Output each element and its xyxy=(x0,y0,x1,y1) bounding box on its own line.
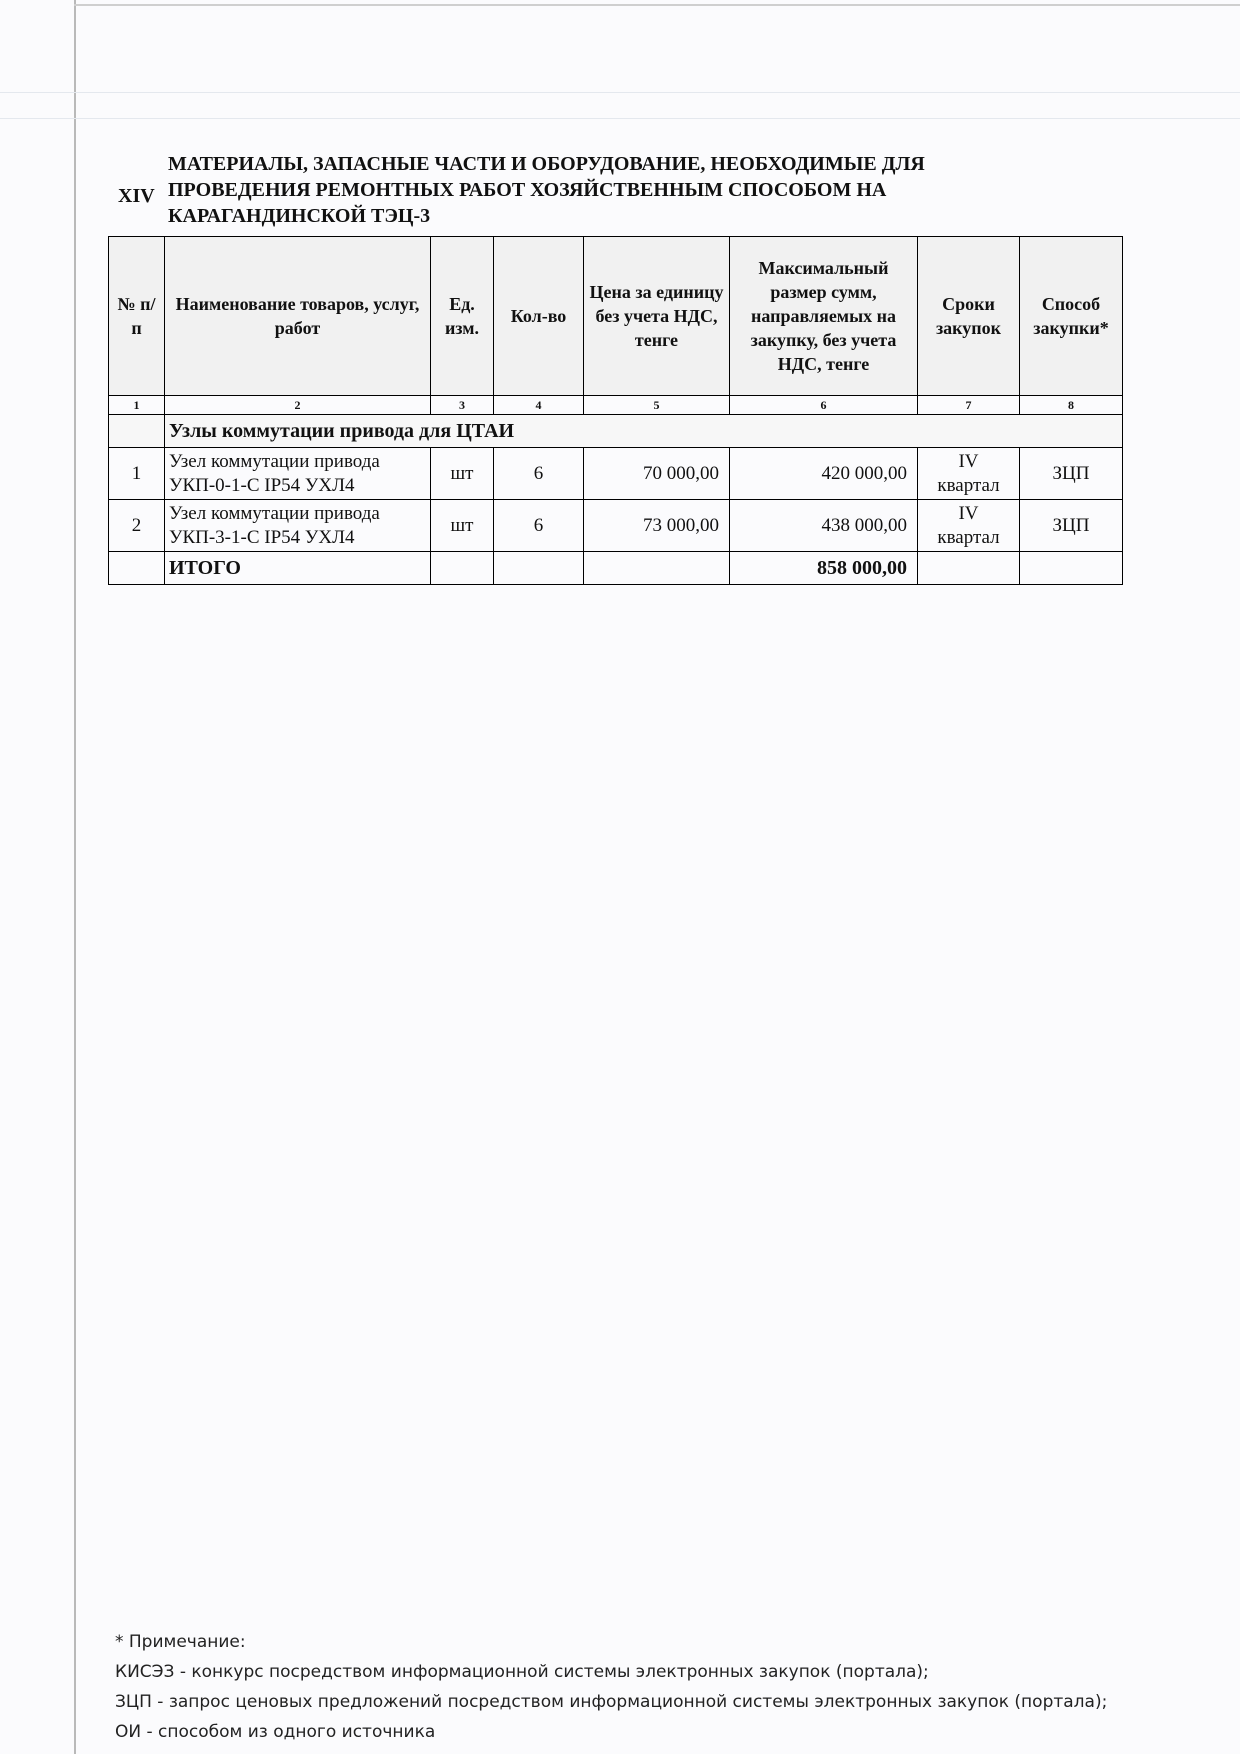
column-number: 7 xyxy=(918,396,1020,415)
row-num: 1 xyxy=(109,448,165,500)
row-name-line: УКП-0-1-С IP54 УХЛ4 xyxy=(169,474,355,496)
row-price: 70 000,00 xyxy=(584,448,730,500)
section-title: МАТЕРИАЛЫ, ЗАПАСНЫЕ ЧАСТИ И ОБОРУДОВАНИЕ, НЕОБХОДИМЫЕ ДЛЯ ПРОВЕДЕНИЯ РЕМОНТНЫХ РАБОТ ХОЗЯЙСТВЕННЫМ СПОСОБОМ НА КАРАГАНДИНСКОЙ ТЭЦ-3 xyxy=(168,153,925,227)
scan-artifact-line xyxy=(0,92,1240,93)
column-number: 6 xyxy=(730,396,918,415)
header-num: № п/п xyxy=(109,237,165,396)
column-number-row xyxy=(109,396,1123,415)
table-row xyxy=(109,500,1123,552)
row-amount: 420 000,00 xyxy=(730,448,918,500)
column-number: 4 xyxy=(494,396,584,415)
column-number: 1 xyxy=(109,396,165,415)
table-row xyxy=(109,448,1123,500)
header-unit: Ед. изм. xyxy=(431,237,494,396)
total-row xyxy=(109,552,1123,585)
row-name-line: Узел коммутации привода xyxy=(169,502,380,524)
row-unit: шт xyxy=(431,500,494,552)
total-label: ИТОГО xyxy=(165,552,431,585)
row-term xyxy=(918,448,1020,500)
note-title: * Примечание: xyxy=(115,1632,246,1652)
procurement-table xyxy=(108,236,1123,585)
header-qty: Кол-во xyxy=(494,237,584,396)
scan-artifact-line xyxy=(0,118,1240,119)
group-row xyxy=(109,415,1123,448)
row-qty: 6 xyxy=(494,500,584,552)
row-num: 2 xyxy=(109,500,165,552)
header-row xyxy=(109,237,1123,396)
column-number: 2 xyxy=(165,396,431,415)
row-name-line: Узел коммутации привода xyxy=(169,450,380,472)
row-term xyxy=(918,500,1020,552)
row-method: ЗЦП xyxy=(1020,448,1123,500)
column-number: 5 xyxy=(584,396,730,415)
note-line: КИСЭЗ - конкурс посредством информационной системы электронных закупок (портала); xyxy=(115,1662,929,1682)
row-name xyxy=(165,448,431,500)
row-method: ЗЦП xyxy=(1020,500,1123,552)
header-amount: Максимальный размер сумм, направляемых на закупку, без учета НДС, тенге xyxy=(730,237,918,396)
note-line: ОИ - способом из одного источника xyxy=(115,1722,436,1742)
total-amount: 858 000,00 xyxy=(730,552,918,585)
note-line: ЗЦП - запрос ценовых предложений посредством информационной системы электронных закупок (портала); xyxy=(115,1692,1108,1712)
scan-edge-line xyxy=(74,0,76,1754)
header-term: Сроки закупок xyxy=(918,237,1020,396)
section-number: XIV xyxy=(118,185,155,207)
row-name xyxy=(165,500,431,552)
column-number: 8 xyxy=(1020,396,1123,415)
row-term-line: квартал xyxy=(937,474,1000,496)
column-number: 3 xyxy=(431,396,494,415)
row-term-line: IV xyxy=(958,502,979,524)
scan-top-line xyxy=(74,4,1240,6)
header-name: Наименование товаров, услуг, работ xyxy=(165,237,431,396)
header-method: Способ закупки* xyxy=(1020,237,1123,396)
row-qty: 6 xyxy=(494,448,584,500)
row-term-line: IV xyxy=(958,450,979,472)
row-unit: шт xyxy=(431,448,494,500)
group-title: Узлы коммутации привода для ЦТАИ xyxy=(165,415,1123,448)
row-name-line: УКП-3-1-С IP54 УХЛ4 xyxy=(169,526,355,548)
row-term-line: квартал xyxy=(937,526,1000,548)
row-amount: 438 000,00 xyxy=(730,500,918,552)
header-price: Цена за единицу без учета НДС, тенге xyxy=(584,237,730,396)
row-price: 73 000,00 xyxy=(584,500,730,552)
